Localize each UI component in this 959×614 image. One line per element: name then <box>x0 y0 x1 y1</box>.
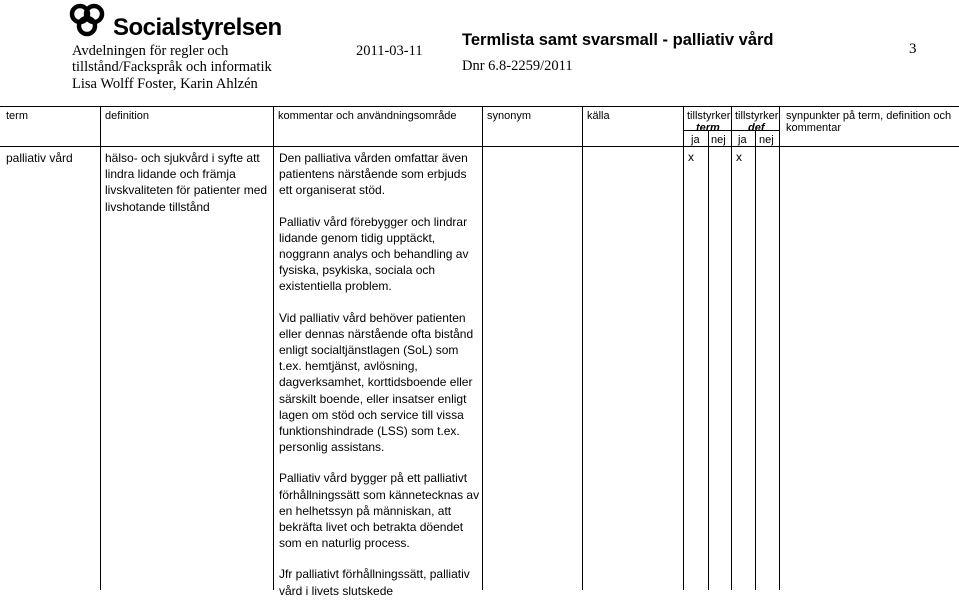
org-line-3: Lisa Wolff Foster, Karin Ahlzén <box>72 76 258 92</box>
logo-wordmark: Socialstyrelsen <box>113 14 282 41</box>
header-tillstyrker-def: tillstyrker <box>735 110 779 122</box>
header-definition: definition <box>105 110 150 122</box>
header-synpunkter-2: kommentar <box>786 122 842 134</box>
kommentar-paragraph: Vid palliativ vård behöver patienten eller dennas närstående ofta bistånd enligt socialtjänstlagen (SoL) som t.ex. hemtjänst, avlösning, dagverksamhet, korttidsboende eller särskilt boende, eller insatser enligt lagen om stöd och service till vissa funktionshindrade (LSS) som t.ex. personlig assistans. <box>279 310 474 455</box>
header-ja-term: ja <box>691 134 700 146</box>
header-kalla: källa <box>587 110 610 122</box>
ja-def-mark: x <box>736 150 742 164</box>
col-divider <box>683 106 684 590</box>
document-dnr: Dnr 6.8-2259/2011 <box>462 58 573 74</box>
kommentar-paragraph: Palliativ vård förebygger och lindrar lidande genom tidig upptäckt, noggrann analys och behandling av fysiska, psykiska, sociala och existentiella problem. <box>279 214 469 294</box>
col-divider <box>708 130 709 590</box>
header-tillstyrker-term: tillstyrker <box>687 110 731 122</box>
header-term: term <box>6 110 28 122</box>
col-divider <box>755 130 756 590</box>
header-nej-def: nej <box>759 134 774 146</box>
header-tillstyrker-term-sub: term <box>696 122 720 134</box>
col-divider <box>731 106 732 590</box>
col-divider <box>779 106 780 590</box>
kommentar-paragraph: Den palliativa vården omfattar även patientens närstående som erbjuds ett organiserat stöd. <box>279 151 468 198</box>
header-synonym: synonym <box>487 110 532 122</box>
table-top-border <box>0 106 959 107</box>
kommentar-paragraph: Jfr palliativt förhållningssätt, palliativ vård i livets slutskede <box>279 567 470 598</box>
cell-kommentar <box>279 150 482 614</box>
page-number: 3 <box>909 41 917 57</box>
cell-definition: hälso- och sjukvård i syfte att lindra lidande och främja livskvaliteten för patienter med livshotande tillstånd <box>105 151 268 214</box>
header-kommentar: kommentar och användningsområde <box>278 110 457 122</box>
col-divider <box>273 106 274 590</box>
col-divider <box>100 106 101 590</box>
header-synpunkter: synpunkter på term, definition och <box>786 110 952 122</box>
ja-term-mark: x <box>688 150 694 164</box>
col-divider <box>482 106 483 590</box>
cell-term: palliativ vård <box>6 151 73 165</box>
document-date: 2011-03-11 <box>356 43 423 59</box>
header-ja-def: ja <box>738 134 747 146</box>
org-line-2: tillstånd/Fackspråk och informatik <box>72 59 272 75</box>
org-line-1: Avdelningen för regler och <box>72 43 229 59</box>
document-title: Termlista samt svarsmall - palliativ vård <box>462 31 774 49</box>
table-header-bottom-border <box>0 146 959 147</box>
header-tillstyrker-def-sub: def <box>748 122 765 134</box>
kommentar-paragraph: Palliativ vård bygger på ett palliativt förhållningssätt som kännetecknas av en helhetssyn på människan, att bekräfta livet och betrakta döendet som en naturlig process. <box>279 471 480 551</box>
header-nej-term: nej <box>711 134 726 146</box>
col-divider <box>582 106 583 590</box>
